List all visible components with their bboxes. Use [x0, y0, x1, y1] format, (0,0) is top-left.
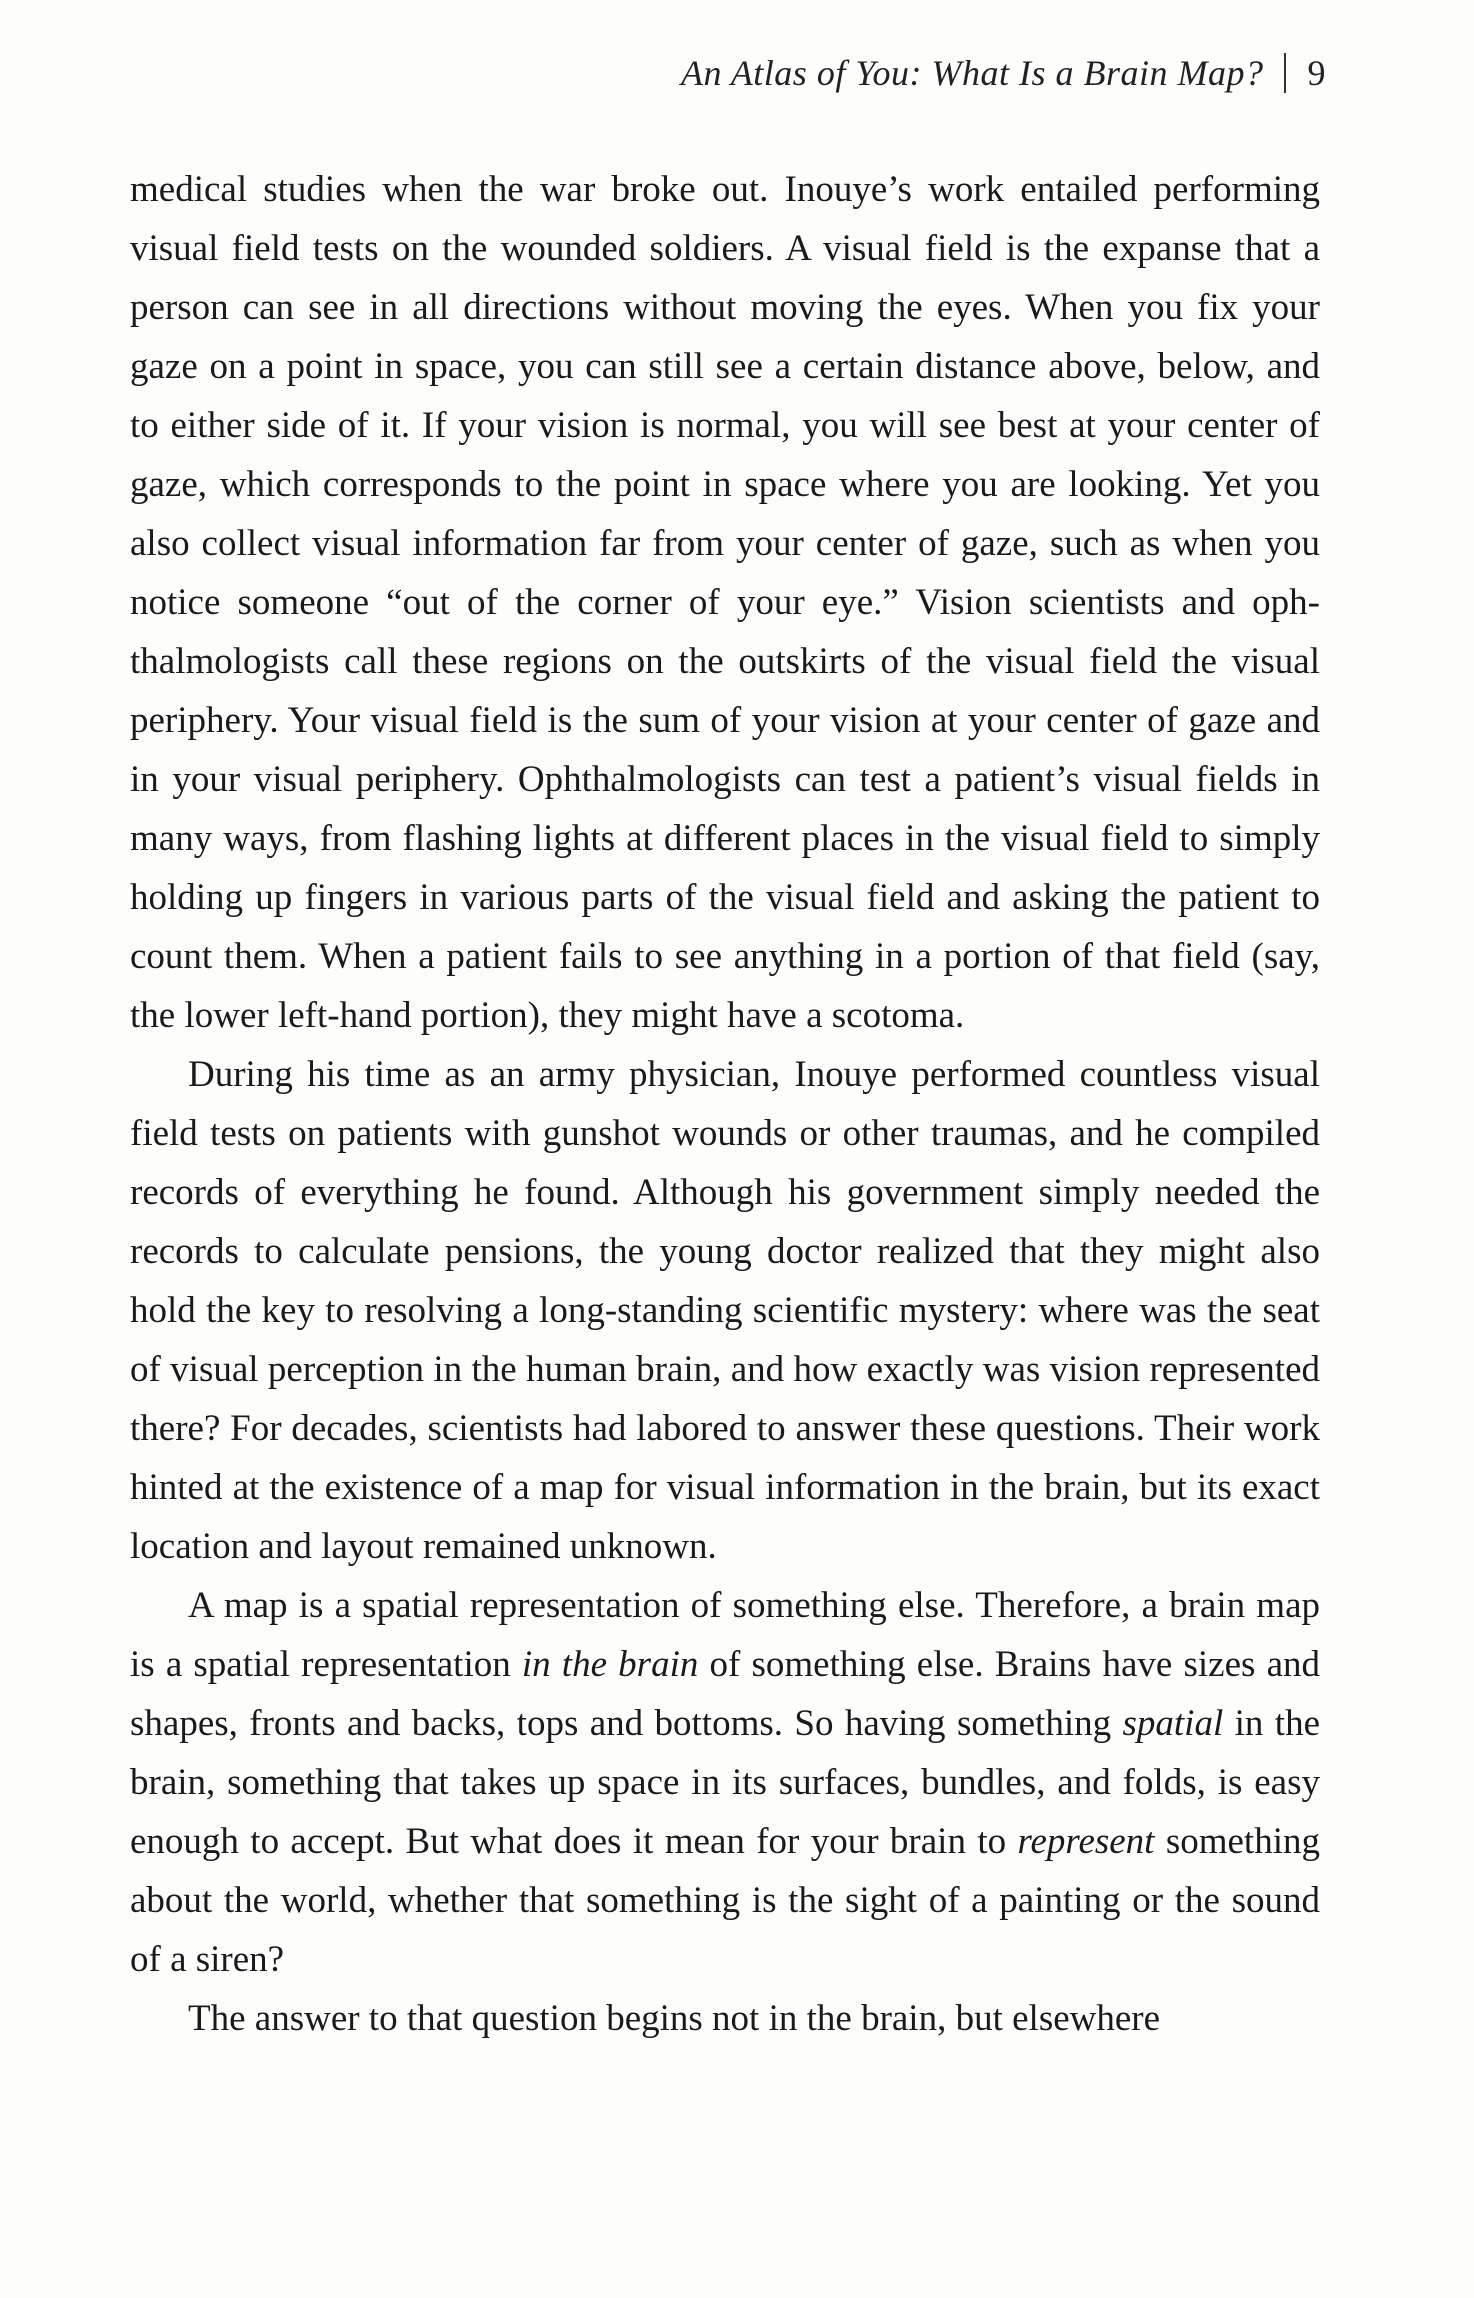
paragraph-4: The answer to that question begins not in the brain, but elsewhere — [188, 1998, 1161, 2039]
header-separator — [1284, 53, 1286, 93]
paragraph-3-emphasis-3: represent — [1017, 1821, 1155, 1862]
page-number: 9 — [1307, 53, 1326, 93]
paragraph-3-text-1: A map is a spatial representation of something else. Therefore, a brain map is a spatial representation — [130, 1585, 1320, 1685]
body-text — [130, 160, 1320, 2048]
paragraph-3-text-2: of something else. Brains have sizes and shapes, fronts and backs, tops and bottoms. So having something — [130, 1644, 1320, 1744]
paragraph-2: During his time as an army physician, Inouye performed countless visual field tests on patients with gunshot wounds or other traumas, and he compiled records of everything he found. Although his government simply needed the records to calculate pensions, the young doctor realized that they might also hold the key to resolving a long-standing scientific mystery: where was the seat of visual perception in the human brain, and how exactly was vision represented there? For decades, scientists had labored to answer these questions. Their work hinted at the existence of a map for visual information in the brain, but its exact location and layout remained unknown. — [130, 1054, 1320, 1567]
paragraph-3 — [130, 1576, 1320, 1989]
running-title: An Atlas of You: What Is a Brain Map? — [680, 53, 1264, 93]
paragraph-3-emphasis-1: in the brain — [521, 1644, 699, 1685]
running-head — [681, 52, 1326, 94]
paragraph-3-text-4: something about the world, whether that something is the sight of a painting or the sound of a siren? — [130, 1821, 1320, 1980]
paragraph-3-emphasis-2: spatial — [1122, 1703, 1224, 1744]
paragraph-3-text-3: in the brain, something that takes up space in its surfaces, bundles, and folds, is easy enough to accept. But what does it mean for your brain to — [130, 1703, 1320, 1862]
paragraph-1: medical studies when the war broke out. Inouye’s work entailed performing visual field tests on the wounded soldiers. A visual field is the expanse that a person can see in all directions without moving the eyes. When you fix your gaze on a point in space, you can still see a certain distance above, below, and to either side of it. If your vision is normal, you will see best at your center of gaze, which corresponds to the point in space where you are looking. Yet you also collect visual information far from your center of gaze, such as when you notice someone “out of the corner of your eye.” Vision scientists and ophthalmologists call these regions on the outskirts of the visual field the visual periphery. Your visual field is the sum of your vision at your center of gaze and in your visual periphery. Ophthalmologists can test a patient’s visual fields in many ways, from flashing lights at different places in the visual field to simply holding up fingers in various parts of the visual field and asking the patient to count them. When a patient fails to see anything in a portion of that field (say, the lower left-hand portion), they might have a scotoma. — [130, 169, 1320, 1036]
